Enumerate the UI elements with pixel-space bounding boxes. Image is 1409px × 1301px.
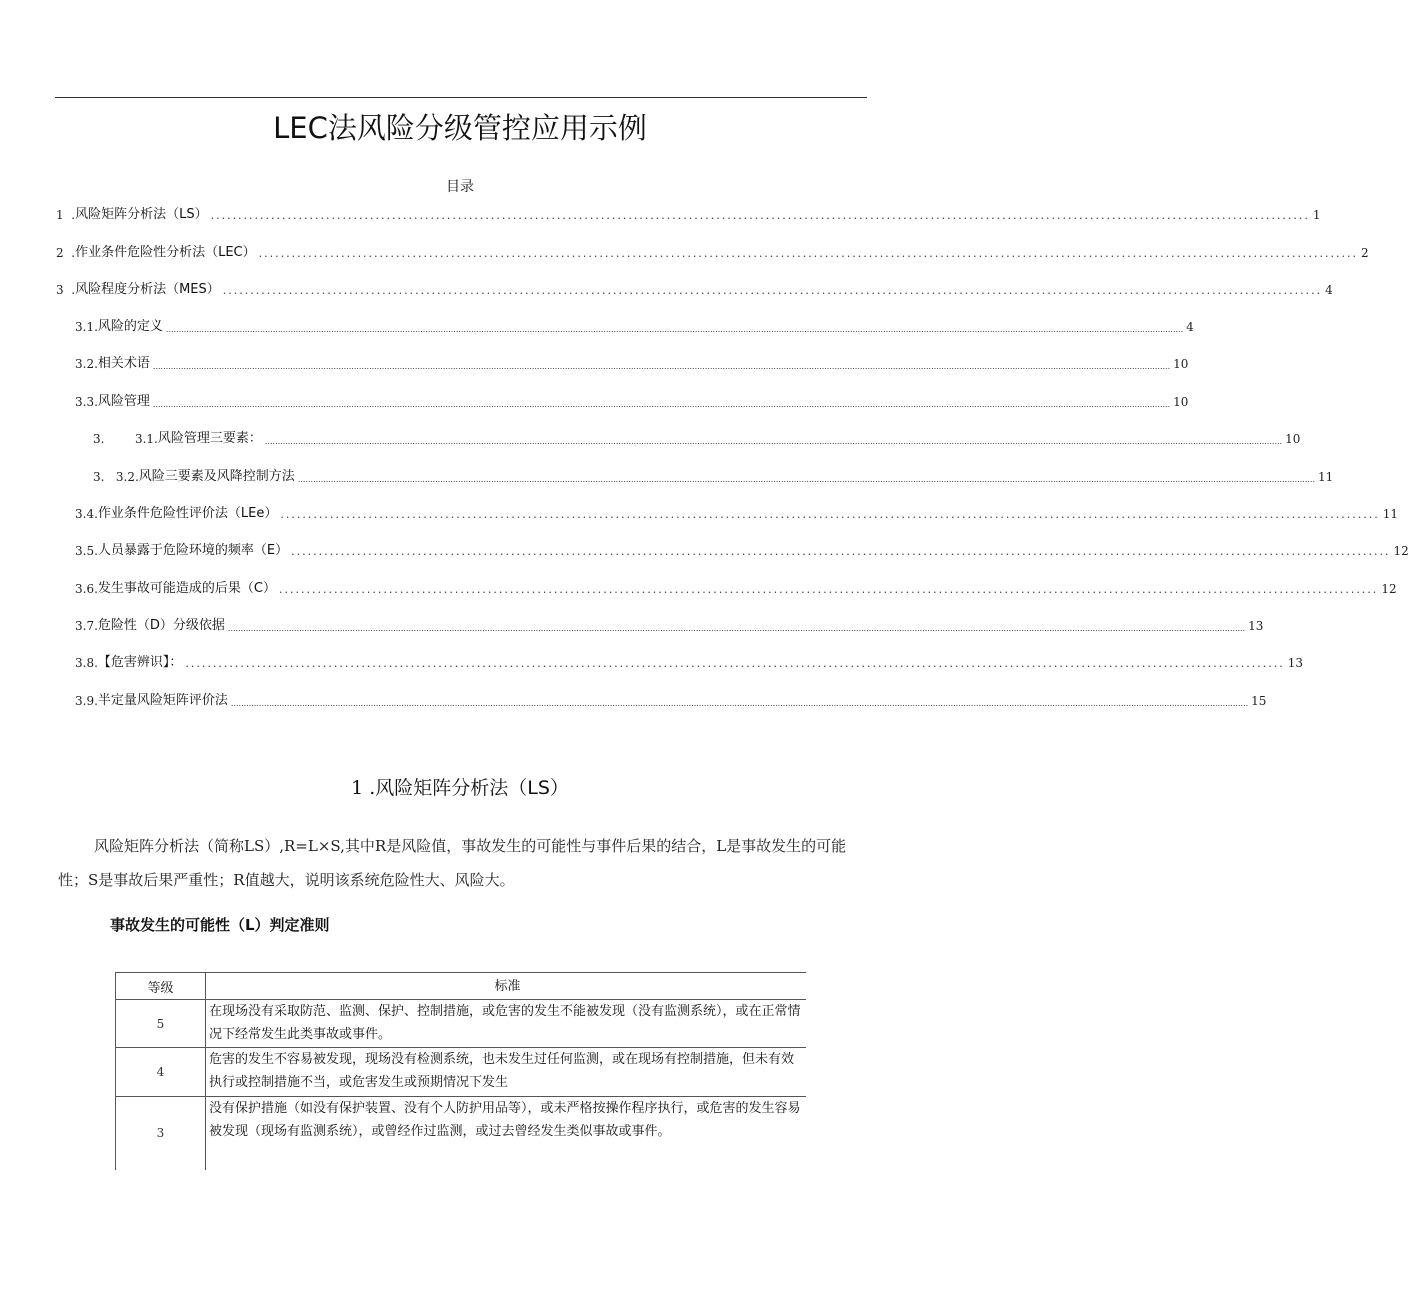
standard-cell: 在现场没有采取防范、监测、保护、控制措施，或危害的发生不能被发现（没有监测系统），或在正常情况下经常发生此类事故或事件。 (206, 1000, 807, 1048)
toc-entry-number: 3.2. (75, 357, 98, 371)
toc-entry-label: 作业条件危险性分析法（LEC） (75, 245, 256, 260)
toc-leader-dots: ................................................................................................................................................................................................................................................................................................................................................................................................................ (165, 325, 1184, 334)
toc-leader-dots: ................................................................................................................................................................................................................................................................................................................................................................................................................ (264, 437, 1283, 446)
grade-cell: 3 (116, 1097, 206, 1170)
toc-entry-label: 风险管理 (97, 394, 150, 409)
toc-entry-page: 12 (1393, 544, 1409, 558)
toc-entry-page: 2 (1360, 246, 1369, 260)
toc-leader-dots: ................................................................................................................................................................................................................................................................................................................................................................................................................ (230, 699, 1249, 708)
toc-entry-number: 3.5. (75, 544, 98, 558)
toc-entry[interactable] (75, 648, 1304, 670)
toc-entry-page: 13 (1287, 656, 1304, 670)
toc-leader-dots: ........................................................................................................................................................................................................ (278, 583, 1379, 596)
toc-leader-dots: ........................................................................................................................................................................................................ (280, 508, 1380, 521)
toc-entry[interactable] (56, 238, 1369, 260)
toc-entry-label: 风险程度分析法（MES） (75, 282, 220, 297)
toc-entry-page: 11 (1318, 470, 1334, 484)
standard-cell: 没有保护措施（如没有保护装置、没有个人防护用品等），或未严格按操作程序执行，或危害的发生容易被发现（现场有监测系统），或曾经作过监测，或过去曾经发生类似事故或事件。 (206, 1097, 807, 1170)
toc-entry-number: 3. 3.2. (93, 470, 139, 484)
table-row (116, 1048, 807, 1097)
header-standard: 标准 (206, 973, 807, 1000)
toc-entry-number: 3. 3.1. (93, 432, 158, 446)
table-header-row (116, 973, 807, 1000)
toc-leader-dots: ........................................................................................................................................................................................................ (258, 247, 1358, 260)
likelihood-table-title: 事故发生的可能性（L）判定准则 (110, 916, 330, 934)
section-1-paragraph: 风险矩阵分析法（简称LS）,R=L×S,其中R是风险值，事故发生的可能性与事件后果的结合，L是事故发生的可能性；S是事故后果严重性；R值越大，说明该系统危险性大、风险大。 (58, 837, 847, 889)
toc-entry-label: 相关术语 (97, 356, 150, 371)
standard-cell: 危害的发生不容易被发现，现场没有检测系统，也未发生过任何监测，或在现场有控制措施，但未有效执行或控制措施不当，或危害发生或预期情况下发生 (206, 1048, 807, 1097)
toc-entry[interactable] (75, 536, 1409, 558)
toc-entry-label: 【危害辨识】： (97, 655, 183, 670)
toc-entry[interactable] (75, 574, 1397, 596)
toc-entry-label: 风险的定义 (97, 319, 163, 334)
toc-leader-dots: ........................................................................................................................................................................................................ (291, 545, 1391, 558)
toc-leader-dots: ................................................................................................................................................................................................................................................................................................................................................................................................................ (227, 624, 1246, 633)
section-1-heading: 风险矩阵分析法（LS） (375, 777, 569, 799)
toc-entry[interactable] (75, 387, 1189, 409)
toc-entry-number: 2 . (56, 246, 76, 260)
header-grade: 等级 (116, 973, 206, 1000)
toc-entry-page: 11 (1382, 507, 1398, 521)
toc-leader-dots: ........................................................................................................................................................................................................ (210, 209, 1310, 222)
toc-entry-page: 10 (1173, 395, 1189, 409)
header-rule (55, 97, 867, 98)
grade-cell: 4 (116, 1048, 206, 1097)
toc-entry[interactable] (75, 499, 1398, 521)
toc-leader-dots: ................................................................................................................................................................................................................................................................................................................................................................................................................ (297, 475, 1315, 484)
toc-entry-number: 3.8. (75, 656, 98, 670)
toc-entry-number: 3.7. (75, 619, 98, 633)
grade-cell: 5 (116, 1000, 206, 1048)
table-row (116, 1097, 807, 1170)
section-1-title (0, 773, 920, 800)
toc-entry-label: 人员暴露于危险环境的频率（E） (97, 543, 289, 558)
toc-entry-page: 4 (1325, 283, 1333, 297)
toc-entry[interactable] (56, 275, 1333, 297)
toc-entry-label: 作业条件危险性评价法（LEe） (97, 506, 278, 521)
toc-leader-dots: ................................................................................................................................................................................................................................................................................................................................................................................................................ (152, 362, 1171, 371)
toc-entry-label: 发生事故可能造成的后果（C） (97, 581, 276, 596)
toc-entry-page: 15 (1251, 694, 1267, 708)
toc-entry[interactable] (93, 462, 1334, 484)
toc-entry[interactable] (75, 686, 1267, 708)
toc-entry-page: 12 (1381, 582, 1397, 596)
toc-heading: 目录 (446, 179, 474, 195)
toc-entry-number: 3.3. (75, 395, 98, 409)
toc-entry-page: 1 (1312, 208, 1321, 222)
toc-entry[interactable] (75, 611, 1264, 633)
toc-entry[interactable] (56, 200, 1321, 222)
toc-entry-page: 4 (1186, 320, 1194, 334)
likelihood-criteria-table (115, 972, 806, 1170)
toc-leader-dots: ........................................................................................................................................................................................................ (185, 657, 1285, 670)
toc-leader-dots: ................................................................................................................................................................................................................................................................................................................................................................................................................ (152, 400, 1171, 409)
toc-entry-label: 风险三要素及风降控制方法 (138, 469, 295, 484)
document-title: LEC法风险分级管控应用示例 (273, 111, 647, 145)
section-1-number: 1 . (351, 777, 376, 799)
toc-entry-label: 风险管理三要素： (157, 431, 262, 446)
toc-entry-number: 3.1. (75, 320, 98, 334)
toc-entry-label: 半定量风险矩阵评价法 (97, 693, 228, 708)
table-row (116, 1000, 807, 1048)
toc-entry-number: 3.4. (75, 507, 98, 521)
toc-entry-label: 危险性（D）分级依据 (97, 618, 225, 633)
toc-entry-page: 13 (1248, 619, 1264, 633)
toc-entry-number: 3.6. (75, 582, 98, 596)
toc-entry-number: 3.9. (75, 694, 98, 708)
toc-entry-number: 3 . (56, 283, 76, 297)
toc-leader-dots: ........................................................................................................................................................................................................ (222, 284, 1323, 297)
toc-entry-label: 风险矩阵分析法（LS） (75, 207, 208, 222)
toc-entry-page: 10 (1173, 357, 1189, 371)
toc-entry[interactable] (75, 349, 1189, 371)
toc-entry-page: 10 (1285, 432, 1301, 446)
toc-entry[interactable] (93, 424, 1301, 446)
toc-entry-number: 1 . (56, 208, 76, 222)
toc-entry[interactable] (75, 312, 1194, 334)
